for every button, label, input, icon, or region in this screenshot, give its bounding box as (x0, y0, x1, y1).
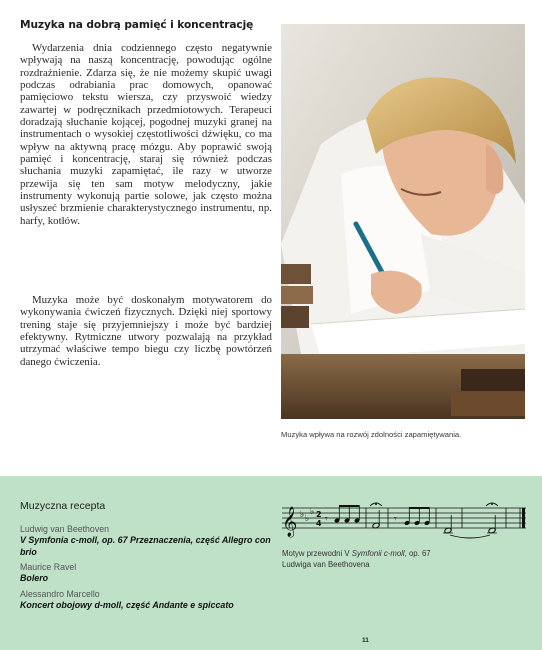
article-paragraph-1: Wydarzenia dnia codziennego często negatywnie wpływają na naszą koncentrację, powodując ogólne rozdrażnienie. Zdarza się, że nie możemy skupić uwagi podczas odrabiania prac domowych, opanować pamięciowo tekstu wiersza, czy przyswoić wiedzy zawartej w podręcznikach przedmiotowych. Terapeuci doradzają słuchanie kojącej, pogodnej muzyki granej na instrumentach o wysokiej częstotliwości dźwięku, co ma wpływ na aktywną pracę mózgu. Aby poprawić swoją pamięć i koncentrację, staraj się również podczas słuchania muzyki zapamiętać, ile razy w utworze przewija się ten sam motyw melodyczny, jakie instrumenty wykonują partie solowe, jak często można usłyszeć brzmienie charakterystycznego instrumentu, np. harfy, kotłów. (20, 42, 272, 227)
recipe-work: Bolero (20, 573, 49, 583)
music-staff-icon (280, 498, 528, 540)
svg-text:♭: ♭ (310, 507, 315, 517)
svg-text:♭: ♭ (300, 510, 305, 520)
motif-caption-italic: Symfonii c-moll (351, 549, 405, 558)
recipe-item (20, 589, 282, 612)
article-title: Muzyka na dobrą pamięć i koncentrację (20, 19, 254, 31)
recipe-composer: Maurice Ravel (20, 562, 77, 572)
recipe-work: Koncert obojowy d-moll, część Andante e spiccato (20, 599, 234, 610)
motif-caption-suffix: , op. 67 (404, 549, 431, 558)
svg-text:𝄞: 𝄞 (282, 507, 298, 537)
recipe-composer: Alessandro Marcello (20, 588, 100, 599)
recipe-list (20, 524, 282, 615)
article-paragraph-2: Muzyka może być doskonałym motywatorem do wykonywania ćwiczeń fizycznych. Dzięki niej sportowy trening staje się przyjemniejszy i może być bardziej efektywny. Rytmiczne utwory pozwalają na przykład utrzymać właściwe tempo biegu czy liczbę powtórzeń danego ćwiczenia. (20, 294, 272, 368)
svg-text:4: 4 (316, 519, 322, 528)
recipe-item (20, 562, 282, 585)
recipe-work: V Symfonia c-moll, op. 67 Przeznaczenia, część Allegro con brio (20, 535, 271, 557)
photo-boy-writing (281, 24, 525, 419)
svg-text:2: 2 (316, 510, 322, 519)
photo-caption: Muzyka wpływa na rozwój zdolności zapamiętywania. (281, 430, 462, 439)
recipe-title: Muzyczna recepta (20, 500, 106, 512)
motif-caption (282, 548, 527, 570)
motif-caption-line1 (282, 548, 527, 559)
svg-text:𝄾: 𝄾 (394, 514, 397, 525)
musical-score-motif (280, 498, 528, 540)
recipe-composer: Ludwig van Beethoven (20, 524, 110, 534)
svg-text:♭: ♭ (305, 514, 310, 524)
recipe-item (20, 524, 282, 558)
boy-writing-illustration (281, 24, 525, 419)
motif-caption-line2: Ludwiga van Beethovena (282, 560, 370, 569)
page-number: 11 (362, 637, 369, 644)
svg-text:𝄾: 𝄾 (325, 514, 328, 525)
motif-caption-prefix: Motyw przewodni V (282, 549, 352, 558)
